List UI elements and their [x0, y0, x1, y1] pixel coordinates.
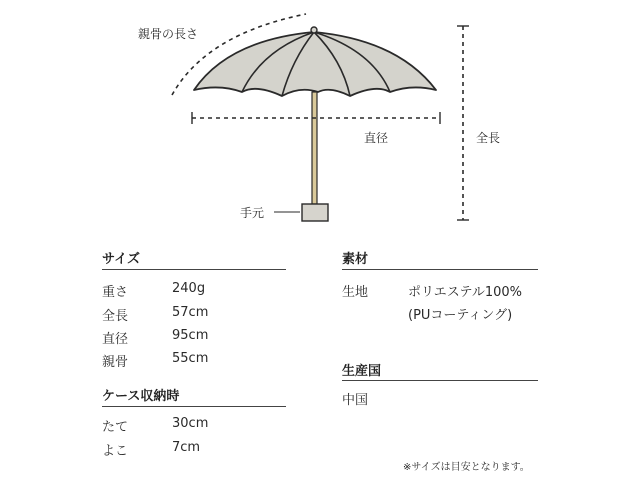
size-row-label: 全長: [102, 309, 129, 324]
label-rib-length: 親骨の長さ: [138, 27, 199, 41]
size-disclaimer-note: ※サイズは目安となります。: [403, 462, 530, 473]
case-section-title: ケース収納時: [102, 389, 180, 404]
size-row-label: 重さ: [102, 285, 129, 300]
material-section-divider: [342, 269, 538, 270]
origin-row-label: 中国: [342, 393, 369, 408]
case-row-value: 30cm: [172, 416, 209, 431]
size-row-value: 95cm: [172, 328, 209, 343]
size-row-value: 55cm: [172, 351, 209, 366]
case-row-label: よこ: [102, 444, 129, 459]
material-row-value: ポリエステル100%: [408, 285, 522, 300]
umbrella-handle: [302, 204, 328, 221]
label-total-length: 全長: [476, 131, 501, 145]
size-section-divider: [102, 269, 286, 270]
origin-section-divider: [342, 380, 538, 381]
material-row-value: (PUコーティング): [408, 308, 513, 323]
material-row-label: 生地: [342, 285, 369, 300]
umbrella-tip: [311, 27, 317, 33]
size-section-title: サイズ: [102, 252, 140, 267]
size-row-label: 親骨: [102, 355, 129, 370]
material-section-title: 素材: [342, 252, 369, 267]
umbrella-shaft: [312, 92, 317, 204]
size-row-label: 直径: [102, 332, 129, 347]
size-row-value: 240g: [172, 281, 206, 296]
origin-section-title: 生産国: [342, 364, 382, 379]
case-section-divider: [102, 406, 286, 407]
label-handle: 手元: [240, 206, 265, 220]
size-row-value: 57cm: [172, 305, 209, 320]
label-diameter: 直径: [364, 131, 389, 145]
case-row-value: 7cm: [172, 440, 201, 455]
umbrella-canopy: [194, 32, 436, 96]
case-row-label: たて: [102, 420, 129, 435]
umbrella-diagram: [0, 0, 640, 240]
